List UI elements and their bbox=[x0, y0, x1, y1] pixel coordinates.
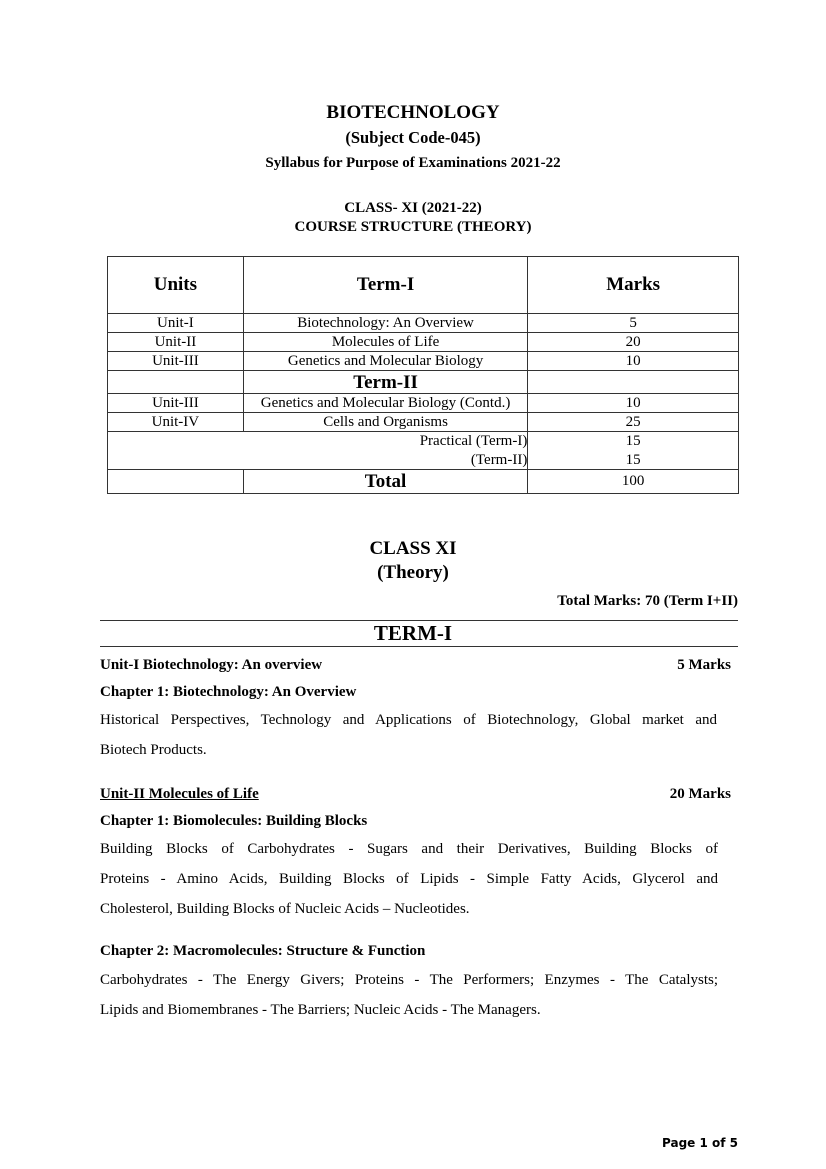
unit-cell: Unit-I bbox=[108, 314, 244, 333]
page-number: Page 1 of 5 bbox=[662, 1136, 738, 1150]
paragraph-line: Cholesterol, Building Blocks of Nucleic Acids – Nucleotides. bbox=[100, 901, 470, 917]
practical-term2-label: (Term-II) bbox=[470, 451, 528, 468]
table-row bbox=[108, 314, 739, 333]
empty-cell bbox=[108, 371, 244, 394]
title-cell: Molecules of Life bbox=[243, 333, 528, 352]
empty-cell bbox=[528, 371, 739, 394]
header-term: Term-I bbox=[243, 257, 528, 314]
unit2-chapter1-heading: Chapter 1: Biomolecules: Building Blocks bbox=[100, 813, 368, 829]
subject-title: BIOTECHNOLOGY bbox=[326, 102, 500, 123]
unit1-heading bbox=[100, 657, 731, 674]
unit2-heading bbox=[100, 786, 731, 803]
unit-cell: Unit-III bbox=[108, 394, 244, 413]
paragraph-line: Building Blocks of Carbohydrates - Sugars and their Derivatives, Building Blocks of bbox=[100, 841, 718, 857]
course-structure-heading: COURSE STRUCTURE (THEORY) bbox=[294, 219, 532, 235]
total-row bbox=[108, 470, 739, 494]
table-header-row bbox=[108, 257, 739, 314]
theory-total-marks: Total Marks: 70 (Term I+II) bbox=[557, 593, 738, 609]
practical-term2-marks: 15 bbox=[625, 451, 641, 468]
title-cell: Genetics and Molecular Biology bbox=[243, 352, 528, 371]
term2-subheader-row bbox=[108, 371, 739, 394]
subject-code: (Subject Code-045) bbox=[345, 128, 481, 147]
unit1-chapter-heading: Chapter 1: Biotechnology: An Overview bbox=[100, 684, 357, 700]
paragraph-line: Proteins - Amino Acids, Building Blocks of Lipids - Simple Fatty Acids, Glycerol and bbox=[100, 871, 718, 887]
title-cell: Cells and Organisms bbox=[243, 413, 528, 432]
marks-cell: 20 bbox=[528, 333, 739, 352]
title-cell: Genetics and Molecular Biology (Contd.) bbox=[243, 394, 528, 413]
paragraph-line: Lipids and Biomembranes - The Barriers; Nucleic Acids - The Managers. bbox=[100, 1002, 541, 1018]
table-row bbox=[108, 413, 739, 432]
marks-cell: 10 bbox=[528, 394, 739, 413]
table-row bbox=[108, 333, 739, 352]
theory-class-title: CLASS XI bbox=[369, 538, 457, 559]
unit-cell: Unit-IV bbox=[108, 413, 244, 432]
total-label: Total bbox=[243, 470, 528, 494]
practical-term1-label: Practical (Term-I) bbox=[419, 433, 528, 449]
title-cell: Biotechnology: An Overview bbox=[243, 314, 528, 333]
practical-labels bbox=[108, 432, 528, 470]
total-marks: 100 bbox=[528, 470, 739, 494]
table-row bbox=[108, 394, 739, 413]
unit1-marks: 5 Marks bbox=[677, 657, 731, 673]
course-structure-table bbox=[107, 256, 739, 494]
paragraph-line: Historical Perspectives, Technology and Applications of Biotechnology, Global market and bbox=[100, 712, 717, 728]
marks-cell: 25 bbox=[528, 413, 739, 432]
marks-cell: 5 bbox=[528, 314, 739, 333]
header-units: Units bbox=[108, 257, 244, 314]
paragraph-line: Carbohydrates - The Energy Givers; Proteins - The Performers; Enzymes - The Catalysts; bbox=[100, 972, 718, 988]
unit2-marks: 20 Marks bbox=[669, 786, 731, 802]
unit2-title: Unit-II Molecules of Life bbox=[100, 786, 259, 802]
practical-marks bbox=[528, 432, 739, 470]
unit2-chapter2-heading: Chapter 2: Macromolecules: Structure & Function bbox=[100, 943, 426, 959]
term2-label: Term-II bbox=[243, 371, 528, 394]
theory-subtitle: (Theory) bbox=[377, 562, 449, 583]
paragraph-line: Biotech Products. bbox=[100, 742, 207, 758]
header-marks: Marks bbox=[528, 257, 739, 314]
syllabus-line: Syllabus for Purpose of Examinations 2021-22 bbox=[265, 155, 561, 171]
unit-cell: Unit-III bbox=[108, 352, 244, 371]
divider bbox=[100, 646, 738, 647]
table-row bbox=[108, 352, 739, 371]
marks-cell: 10 bbox=[528, 352, 739, 371]
practical-row bbox=[108, 432, 739, 470]
practical-term1-marks: 15 bbox=[625, 433, 641, 449]
empty-cell bbox=[108, 470, 244, 494]
term-heading: TERM-I bbox=[373, 621, 453, 645]
unit1-title: Unit-I Biotechnology: An overview bbox=[100, 657, 323, 673]
unit-cell: Unit-II bbox=[108, 333, 244, 352]
class-line: CLASS- XI (2021-22) bbox=[344, 200, 482, 216]
